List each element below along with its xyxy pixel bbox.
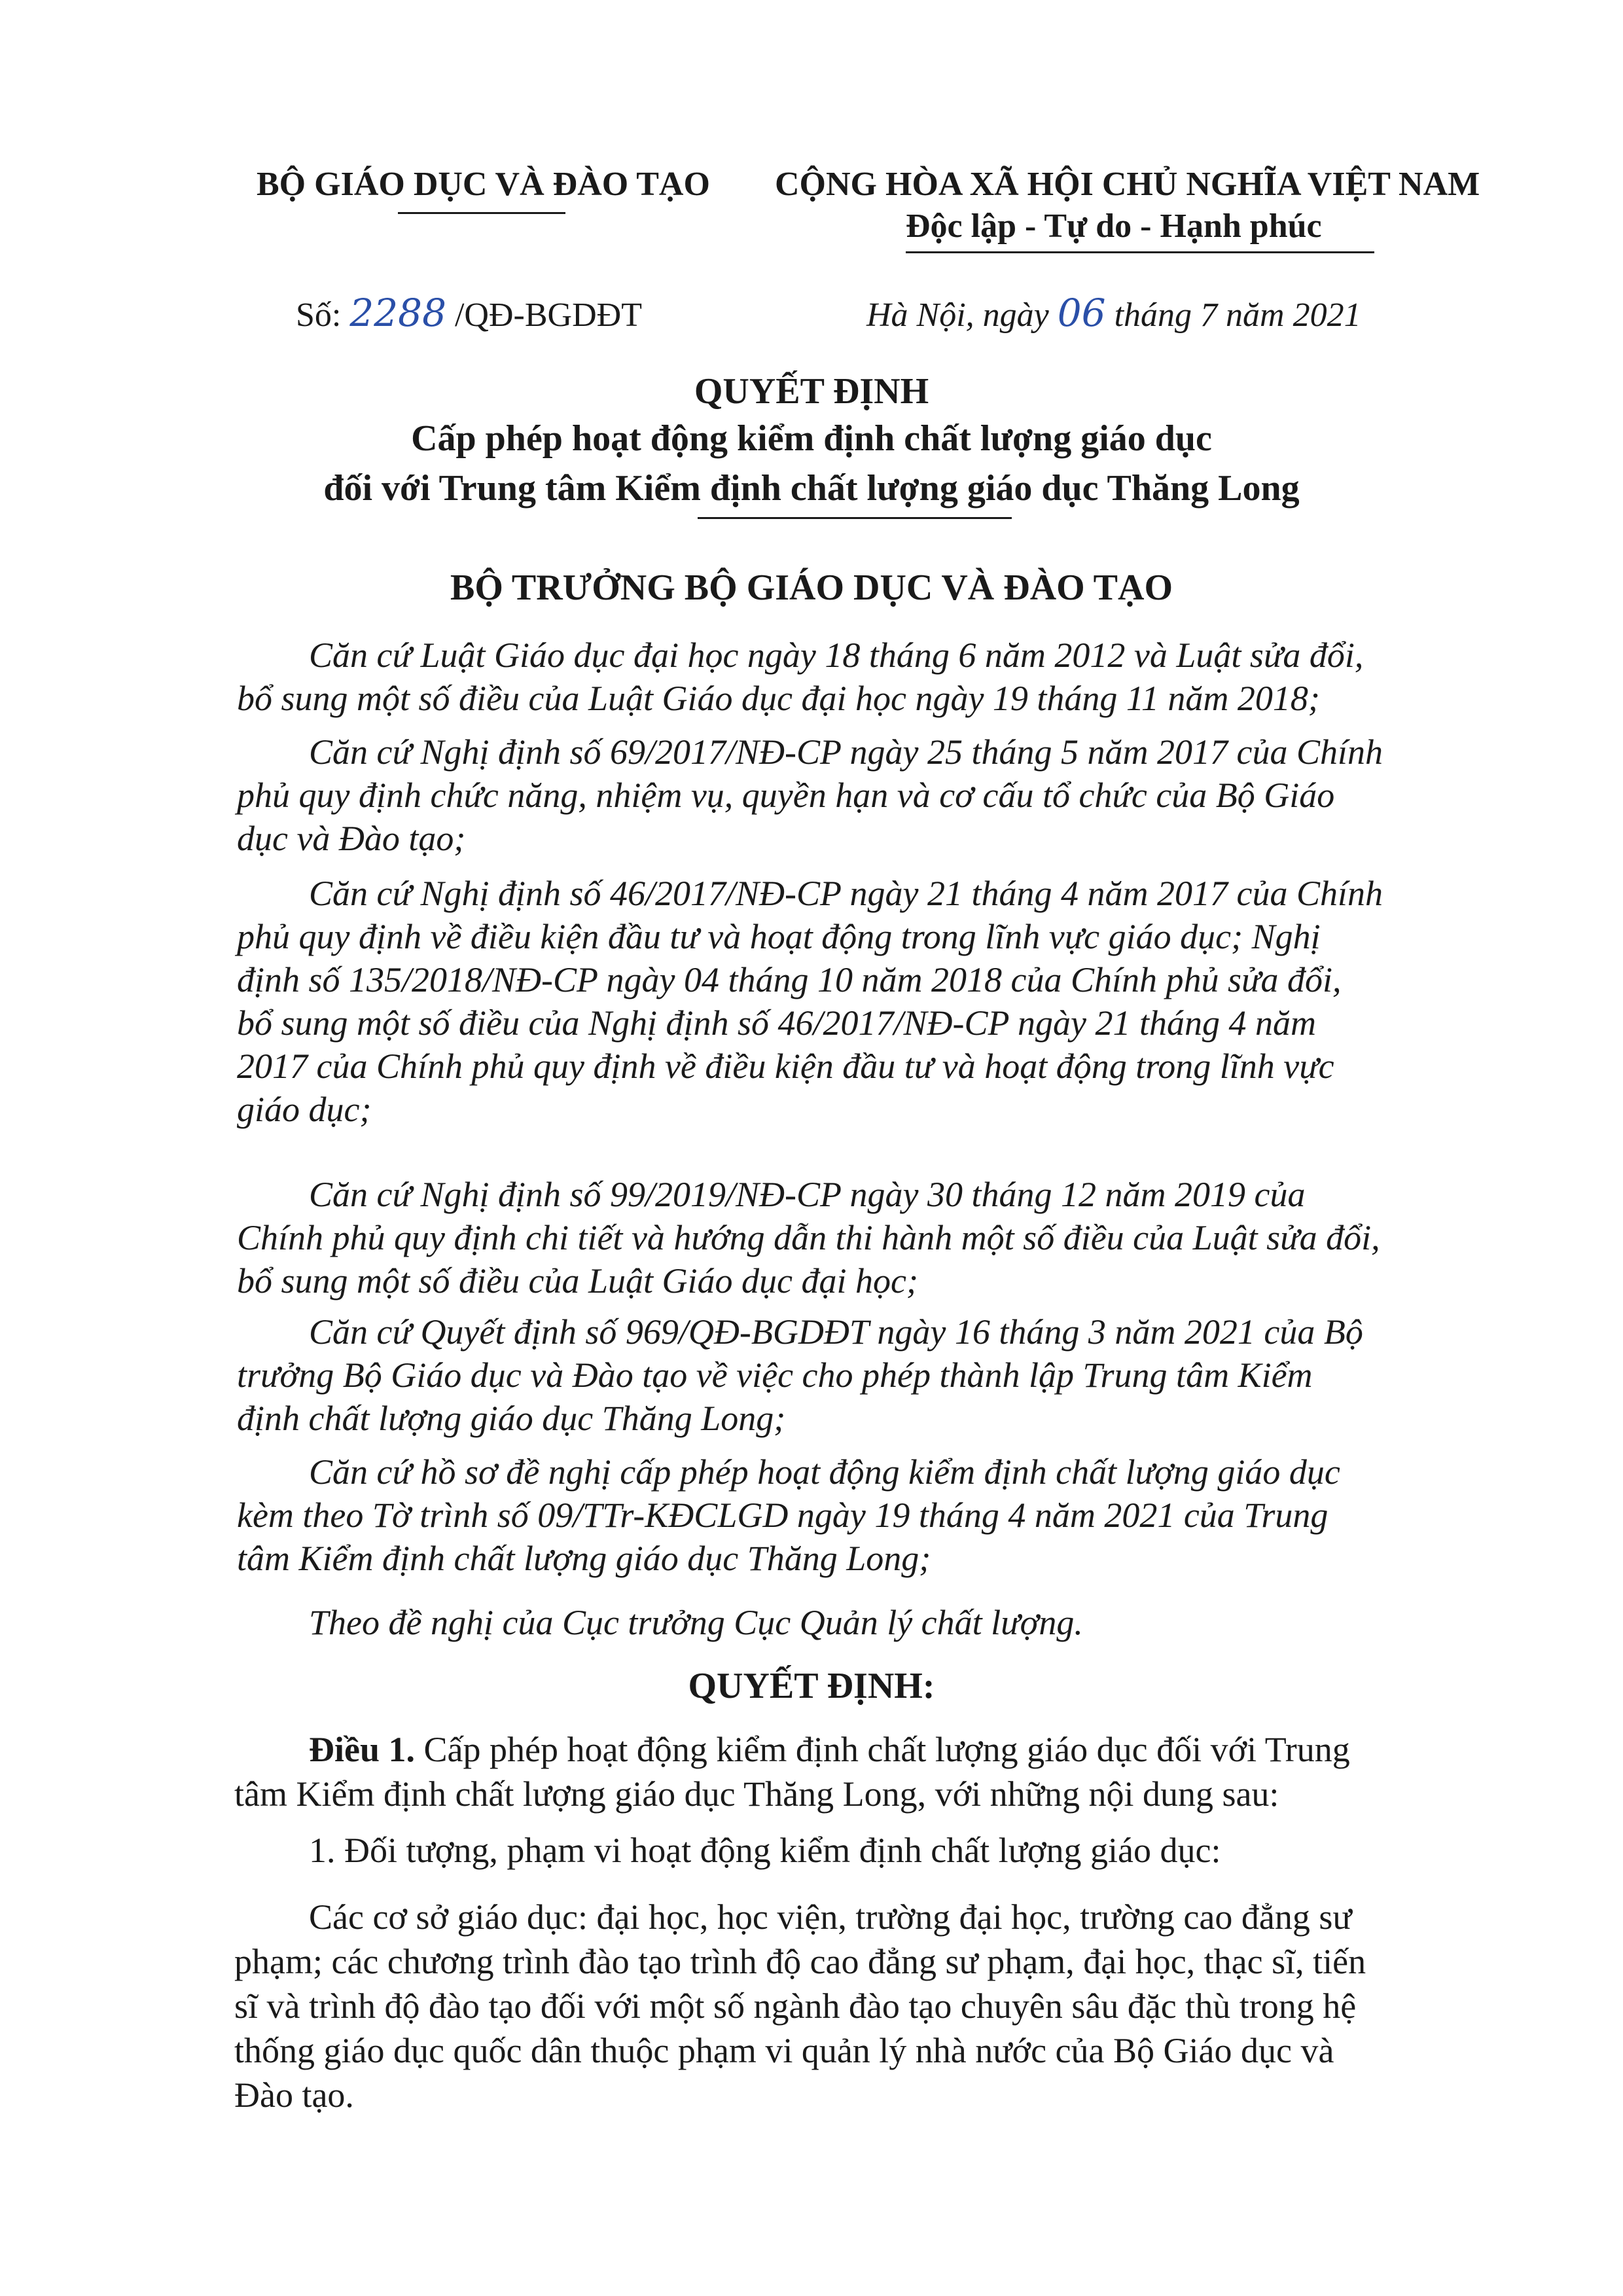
preamble-line: định chất lượng giáo dục Thăng Long;	[237, 1399, 786, 1438]
number-prefix: Số:	[296, 296, 342, 334]
preamble-line: bổ sung một số điều của Luật Giáo dục đại học;	[237, 1261, 918, 1300]
document-number	[296, 291, 642, 335]
authority-heading: BỘ TRƯỞNG BỘ GIÁO DỤC VÀ ĐÀO TẠO	[450, 567, 1173, 608]
handwritten-number: 2288	[349, 291, 446, 335]
article1-body-line: sĩ và trình độ đào tạo đối với một số ngành đào tạo chuyên sâu đặc thù trong hệ	[234, 1986, 1357, 2026]
article1-item1: 1. Đối tượng, phạm vi hoạt động kiểm định chất lượng giáo dục:	[309, 1831, 1221, 1870]
country-name: CỘNG HÒA XÃ HỘI CHỦ NGHĨA VIỆT NAM	[775, 166, 1480, 203]
motto: Độc lập - Tự do - Hạnh phúc	[906, 207, 1322, 245]
preamble-line: giáo dục;	[237, 1090, 372, 1129]
document-title: QUYẾT ĐỊNH	[694, 371, 929, 412]
ministry-name: BỘ GIÁO DỤC VÀ ĐÀO TẠO	[257, 166, 710, 203]
preamble-line: dục và Đào tạo;	[237, 819, 466, 858]
document-date	[866, 291, 1361, 335]
preamble-line: Căn cứ Nghị định số 46/2017/NĐ-CP ngày 21 tháng 4 năm 2017 của Chính	[309, 874, 1383, 913]
preamble-line: phủ quy định về điều kiện đầu tư và hoạt động trong lĩnh vực giáo dục; Nghị	[237, 917, 1321, 956]
preamble-line: Căn cứ Nghị định số 69/2017/NĐ-CP ngày 25 tháng 5 năm 2017 của Chính	[309, 732, 1383, 772]
preamble-line: bổ sung một số điều của Nghị định số 46/2017/NĐ-CP ngày 21 tháng 4 năm	[237, 1003, 1317, 1043]
preamble-line: Căn cứ hồ sơ đề nghị cấp phép hoạt động kiểm định chất lượng giáo dục	[309, 1452, 1340, 1492]
title-underline	[698, 517, 1012, 519]
preamble-line: trưởng Bộ Giáo dục và Đào tạo về việc cho phép thành lập Trung tâm Kiểm	[237, 1355, 1313, 1395]
title-subtitle-line1: Cấp phép hoạt động kiểm định chất lượng giáo dục	[411, 418, 1212, 459]
preamble-line: phủ quy định chức năng, nhiệm vụ, quyền hạn và cơ cấu tổ chức của Bộ Giáo	[237, 776, 1335, 815]
preamble-line: bổ sung một số điều của Luật Giáo dục đại học ngày 19 tháng 11 năm 2018;	[237, 679, 1320, 718]
preamble-line: 2017 của Chính phủ quy định về điều kiện đầu tư và hoạt động trong lĩnh vực	[237, 1047, 1334, 1086]
article1-body-line: Các cơ sở giáo dục: đại học, học viện, trường đại học, trường cao đẳng sư	[309, 1897, 1352, 1937]
preamble-line: Căn cứ Luật Giáo dục đại học ngày 18 tháng 6 năm 2012 và Luật sửa đổi,	[309, 636, 1364, 675]
preamble-line: Chính phủ quy định chi tiết và hướng dẫn thi hành một số điều của Luật sửa đổi,	[237, 1218, 1380, 1257]
preamble-line: kèm theo Tờ trình số 09/TTr-KĐCLGD ngày 19 tháng 4 năm 2021 của Trung	[237, 1496, 1329, 1535]
number-suffix: /QĐ-BGDĐT	[454, 296, 642, 334]
article1-body-line: Đào tạo.	[234, 2075, 354, 2115]
date-suffix: tháng 7 năm 2021	[1114, 296, 1361, 334]
article1-line2: tâm Kiểm định chất lượng giáo dục Thăng Long, với những nội dung sau:	[234, 1774, 1279, 1814]
ministry-underline	[398, 212, 565, 214]
motto-underline	[906, 251, 1374, 253]
preamble-line: Căn cứ Quyết định số 969/QĐ-BGDĐT ngày 16 tháng 3 năm 2021 của Bộ	[309, 1312, 1363, 1352]
article1-body-line: phạm; các chương trình đào tạo trình độ cao đẳng sư phạm, đại học, thạc sĩ, tiến	[234, 1942, 1366, 1981]
article1-label: Điều 1.	[309, 1730, 415, 1769]
article1-line1	[309, 1729, 1350, 1770]
date-prefix: Hà Nội, ngày	[866, 296, 1049, 334]
preamble-line: Căn cứ Nghị định số 99/2019/NĐ-CP ngày 30 tháng 12 năm 2019 của	[309, 1175, 1306, 1214]
handwritten-day: 06	[1057, 291, 1106, 335]
article1-body-line: thống giáo dục quốc dân thuộc phạm vi quản lý nhà nước của Bộ Giáo dục và	[234, 2031, 1334, 2070]
article1-line1-text: Cấp phép hoạt động kiểm định chất lượng giáo dục đối với Trung	[415, 1730, 1350, 1769]
title-subtitle-line2: đối với Trung tâm Kiểm định chất lượng giáo dục Thăng Long	[323, 468, 1300, 509]
preamble-line: tâm Kiểm định chất lượng giáo dục Thăng Long;	[237, 1539, 931, 1578]
preamble-line: định số 135/2018/NĐ-CP ngày 04 tháng 10 năm 2018 của Chính phủ sửa đổi,	[237, 960, 1342, 999]
decision-heading: QUYẾT ĐỊNH:	[688, 1666, 935, 1706]
preamble-line: Theo đề nghị của Cục trưởng Cục Quản lý chất lượng.	[309, 1603, 1083, 1642]
